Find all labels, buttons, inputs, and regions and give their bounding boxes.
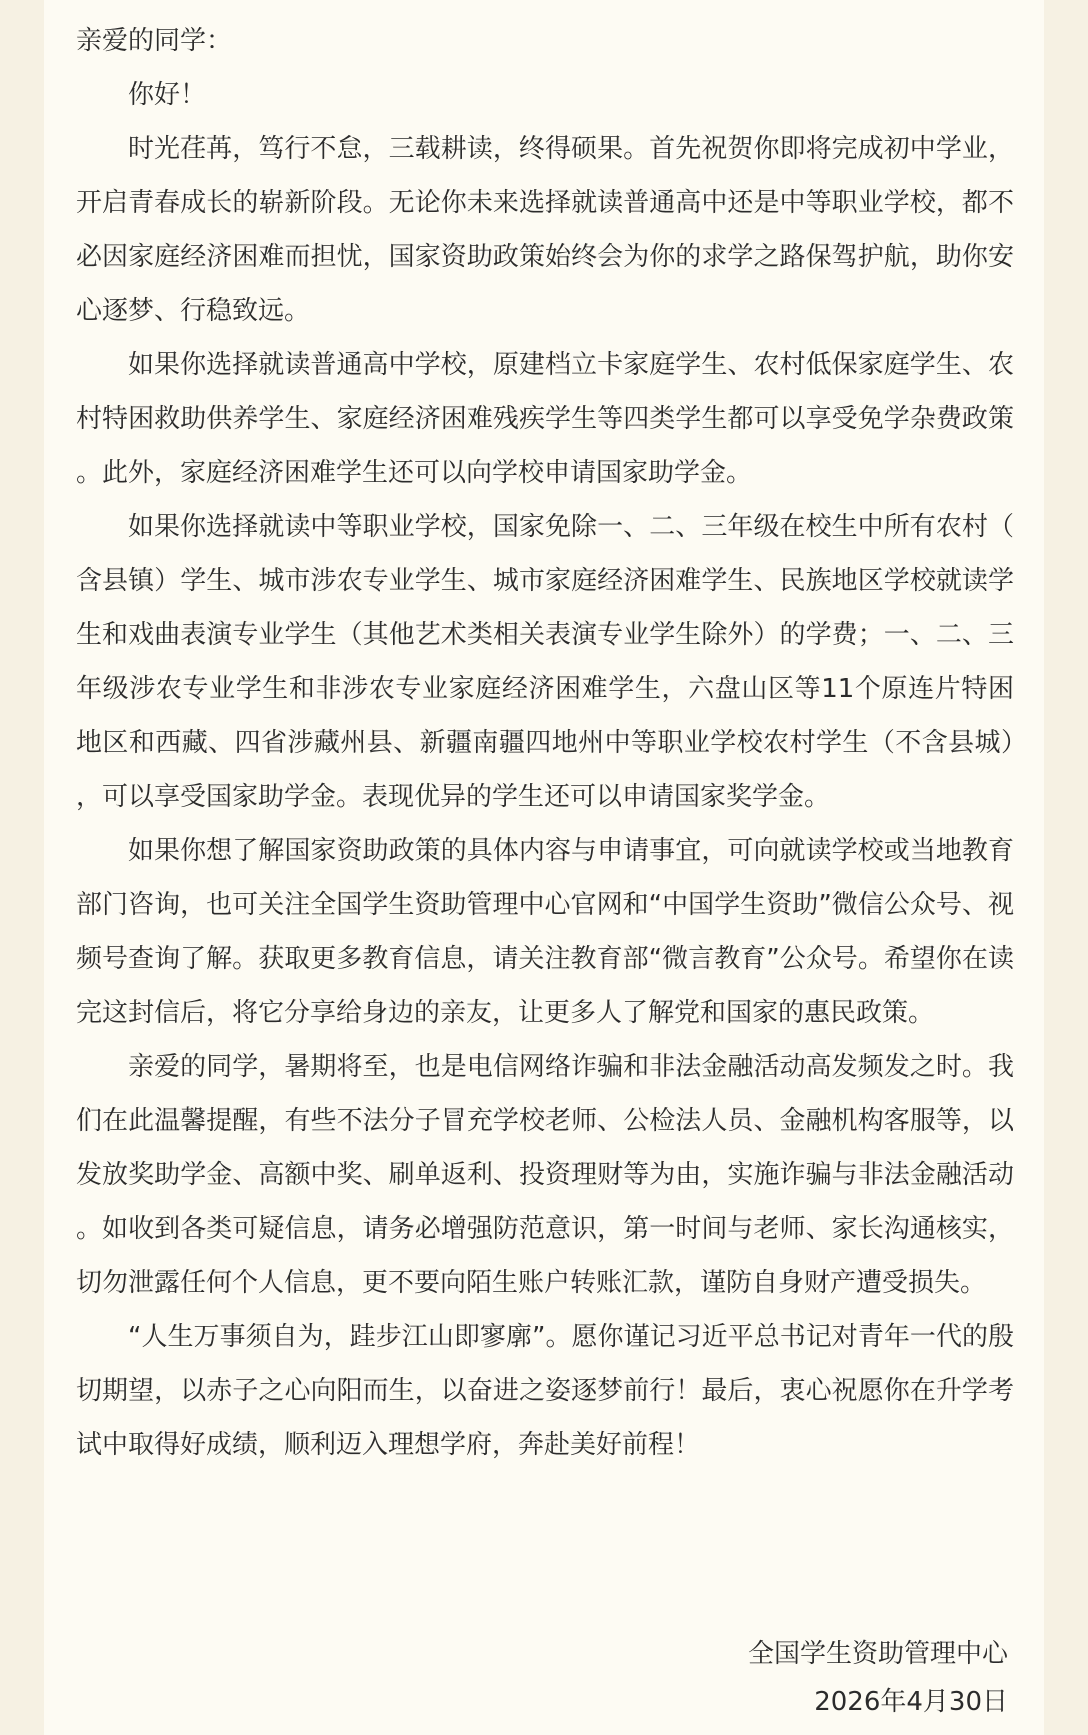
- letter-page: [44, 0, 1044, 1735]
- letter-body: [76, 14, 1014, 1472]
- paragraph-vocational-school-policy: 如果你选择就读中等职业学校，国家免除一、二、三年级在校生中所有农村（含县镇）学生、城市涉农专业学生、城市家庭经济困难学生、民族地区学校就读学生和戏曲表演专业学生（其他艺术类相关表演专业学生除外）的学费；一、二、三年级涉农专业学生和非涉农专业家庭经济困难学生，六盘山区等11个原连片特困地区和西藏、四省涉藏州县、新疆南疆四地州中等职业学校农村学生（不含县城），可以享受国家助学金。表现优异的学生还可以申请国家奖学金。: [76, 512, 1014, 812]
- paragraph-consultation-info: 如果你想了解国家资助政策的具体内容与申请事宜，可向就读学校或当地教育部门咨询，也可关注全国学生资助管理中心官网和“中国学生资助”微信公众号、视频号查询了解。获取更多教育信息，请关注教育部“微言教育”公众号。希望你在读完这封信后，将它分享给身边的亲友，让更多人了解党和国家的惠民政策。: [76, 836, 1014, 1028]
- signature-organization: 全国学生资助管理中心: [747, 1639, 1008, 1669]
- signature-block: [748, 1630, 1008, 1726]
- salutation: 亲爱的同学：: [76, 26, 233, 56]
- signature-date: 2026年4月30日: [814, 1687, 1008, 1717]
- paragraph-high-school-policy: 如果你选择就读普通高中学校，原建档立卡家庭学生、农村低保家庭学生、农村特困救助供养学生、家庭经济困难残疾学生等四类学生都可以享受免学杂费政策。此外，家庭经济困难学生还可以向学校申请国家助学金。: [76, 350, 1014, 488]
- paragraph-closing-wishes: “人生万事须自为，跬步江山即寥廓”。愿你谨记习近平总书记对青年一代的殷切期望，以赤子之心向阳而生，以奋进之姿逐梦前行！最后，衷心祝愿你在升学考试中取得好成绩，顺利迈入理想学府，奔赴美好前程！: [76, 1322, 1014, 1460]
- greeting: 你好！: [128, 80, 207, 110]
- paragraph-congratulations: 时光荏苒，笃行不怠，三载耕读，终得硕果。首先祝贺你即将完成初中学业，开启青春成长的崭新阶段。无论你未来选择就读普通高中还是中等职业学校，都不必因家庭经济困难而担忧，国家资助政策始终会为你的求学之路保驾护航，助你安心逐梦、行稳致远。: [76, 134, 1014, 326]
- paragraph-fraud-warning: 亲爱的同学，暑期将至，也是电信网络诈骗和非法金融活动高发频发之时。我们在此温馨提醒，有些不法分子冒充学校老师、公检法人员、金融机构客服等，以发放奖助学金、高额中奖、刷单返利、投资理财等为由，实施诈骗与非法金融活动。如收到各类可疑信息，请务必增强防范意识，第一时间与老师、家长沟通核实，切勿泄露任何个人信息，更不要向陌生账户转账汇款，谨防自身财产遭受损失。: [76, 1052, 1014, 1298]
